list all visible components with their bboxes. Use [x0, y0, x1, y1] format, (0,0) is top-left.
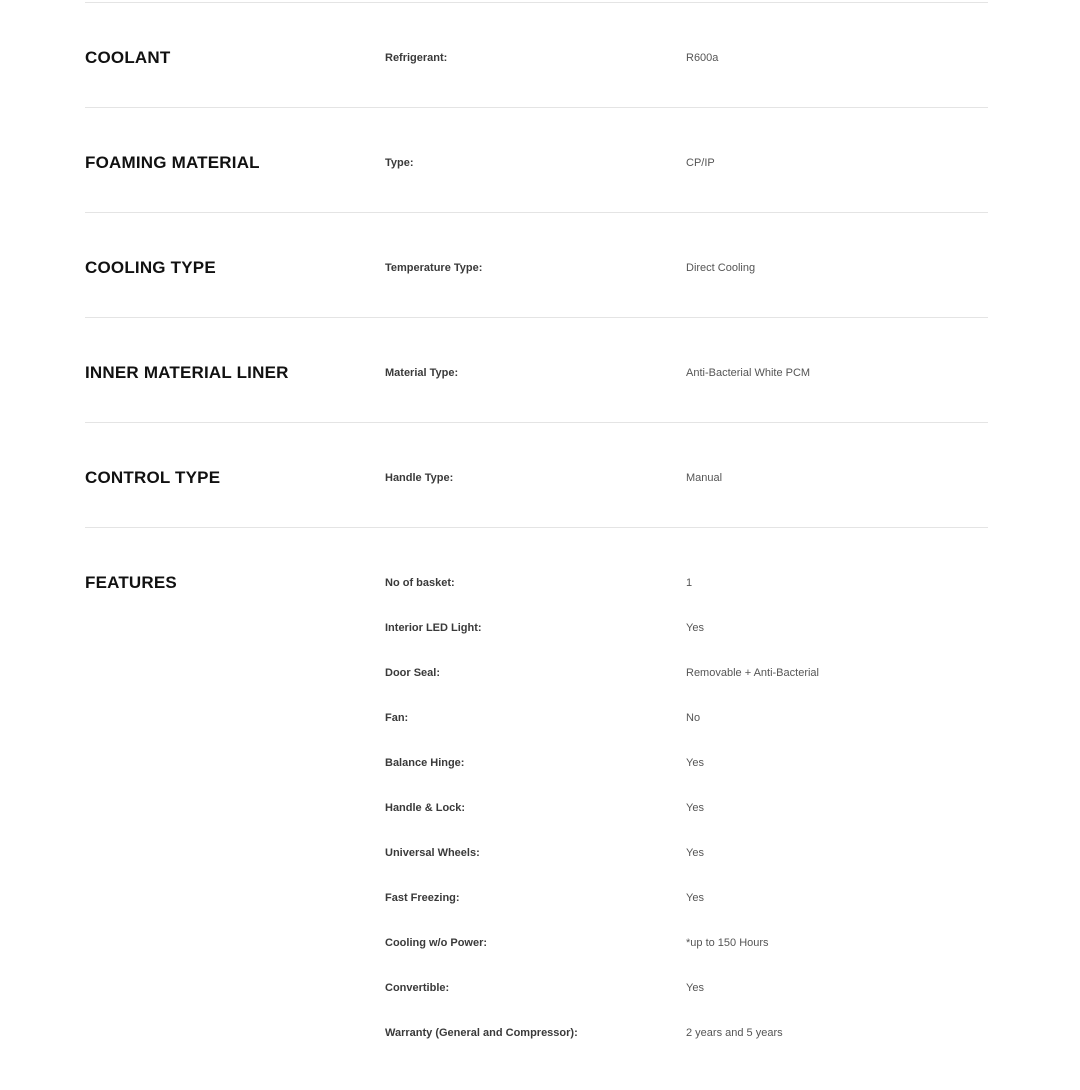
spec-rows: [385, 470, 985, 515]
spec-label: Material Type:: [385, 367, 459, 379]
spec-label: Universal Wheels:: [385, 847, 480, 859]
spec-rows: [385, 260, 985, 305]
spec-label: No of basket:: [385, 577, 455, 589]
spec-value: CP/IP: [686, 157, 715, 169]
spec-label: Fast Freezing:: [385, 892, 460, 904]
spec-value: Yes: [686, 982, 704, 994]
spec-row: [385, 845, 985, 890]
section-title: COOLING TYPE: [85, 258, 216, 277]
spec-value: Yes: [686, 892, 704, 904]
spec-label: Balance Hinge:: [385, 757, 465, 769]
spec-value: No: [686, 712, 701, 724]
spec-value: Yes: [686, 802, 704, 814]
spec-row: [385, 575, 985, 620]
spec-label: Cooling w/o Power:: [385, 937, 488, 949]
spec-label: Handle & Lock:: [385, 802, 466, 814]
spec-row: [385, 800, 985, 845]
section-title: FOAMING MATERIAL: [85, 153, 260, 172]
spec-row: [385, 470, 985, 515]
spec-label: Handle Type:: [385, 472, 454, 484]
spec-table: [85, 2, 988, 1090]
spec-section-control-type: [85, 422, 988, 527]
spec-rows: [385, 155, 985, 200]
section-title: FEATURES: [85, 573, 177, 592]
spec-value: Anti-Bacterial White PCM: [686, 367, 811, 379]
spec-row: [385, 260, 985, 305]
spec-value: Manual: [686, 472, 723, 484]
spec-label: Temperature Type:: [385, 262, 483, 274]
spec-label: Convertible:: [385, 982, 450, 994]
spec-row: [385, 665, 985, 710]
spec-rows: [385, 365, 985, 410]
spec-label: Interior LED Light:: [385, 622, 482, 634]
spec-label: Door Seal:: [385, 667, 441, 679]
spec-row: [385, 365, 985, 410]
spec-row: [385, 620, 985, 665]
spec-row: [385, 980, 985, 1025]
spec-row: [385, 755, 985, 800]
spec-value: 2 years and 5 years: [686, 1027, 783, 1039]
spec-value: Yes: [686, 847, 704, 859]
spec-label: Refrigerant:: [385, 52, 448, 64]
spec-label: Warranty (General and Compressor):: [385, 1027, 578, 1039]
section-title: COOLANT: [85, 48, 171, 67]
spec-row: [385, 710, 985, 755]
spec-value: Removable + Anti-Bacterial: [686, 667, 819, 679]
spec-section-inner-material-liner: [85, 317, 988, 422]
spec-value: Direct Cooling: [686, 262, 756, 274]
spec-value: 1: [686, 577, 693, 589]
spec-value: *up to 150 Hours: [686, 937, 769, 949]
spec-row: [385, 155, 985, 200]
spec-row: [385, 50, 985, 95]
spec-row: [385, 890, 985, 935]
spec-section-features: [85, 527, 988, 1090]
spec-row: [385, 935, 985, 980]
section-title: INNER MATERIAL LINER: [85, 363, 289, 382]
section-title: CONTROL TYPE: [85, 468, 221, 487]
spec-value: R600a: [686, 52, 719, 64]
spec-value: Yes: [686, 757, 704, 769]
spec-row: [385, 1025, 985, 1070]
spec-rows: [385, 528, 985, 1070]
spec-section-foaming-material: [85, 107, 988, 212]
spec-label: Fan:: [385, 712, 409, 724]
spec-section-cooling-type: [85, 212, 988, 317]
spec-rows: [385, 50, 985, 95]
spec-section-coolant: [85, 2, 988, 107]
spec-label: Type:: [385, 157, 414, 169]
spec-value: Yes: [686, 622, 704, 634]
